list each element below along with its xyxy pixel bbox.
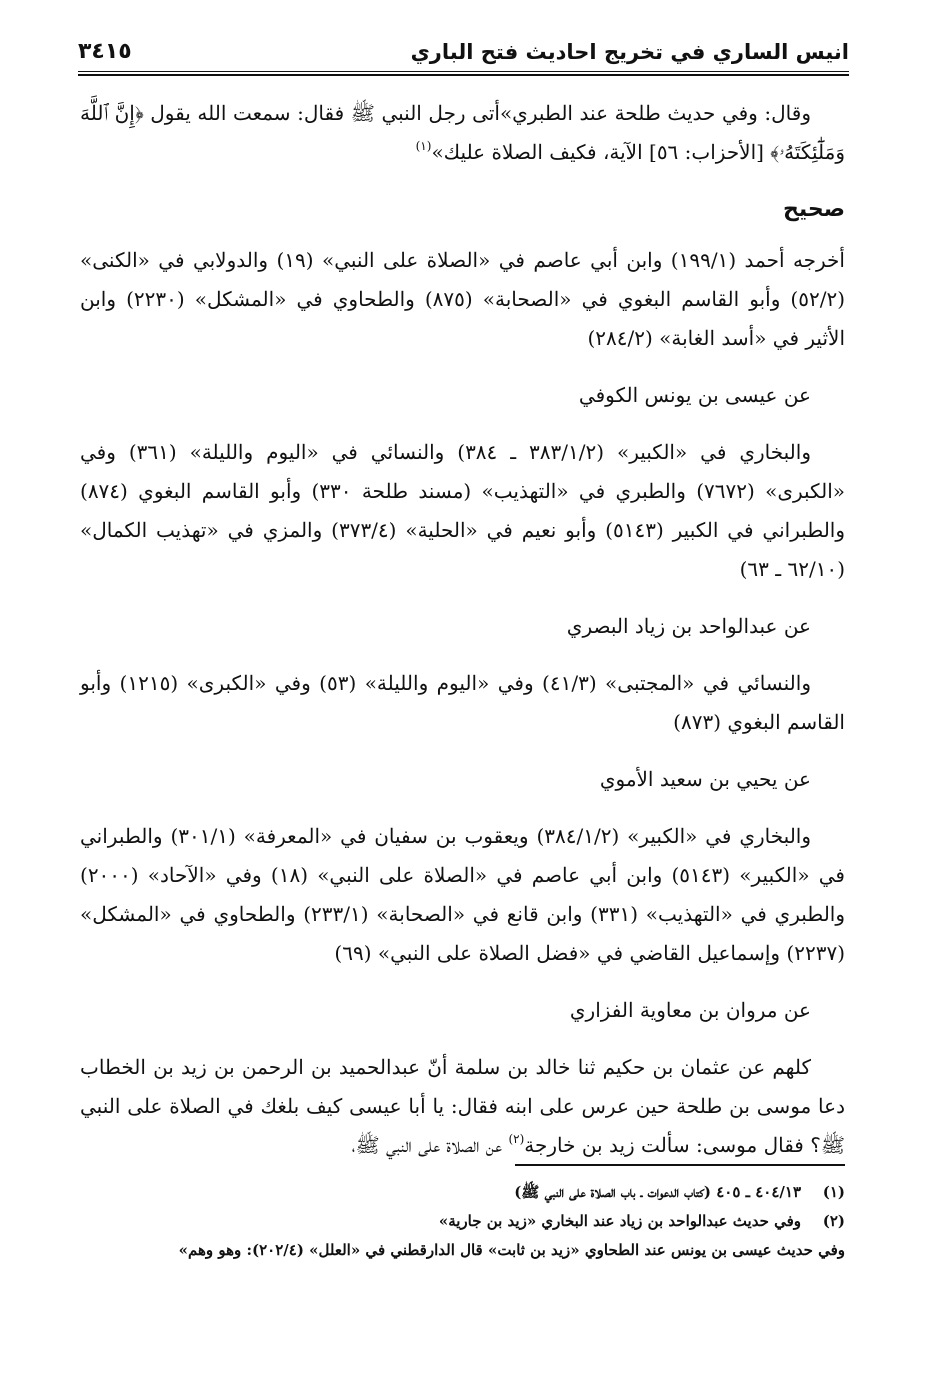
footnote-item	[80, 1207, 845, 1236]
main-text	[80, 94, 845, 1183]
footnote-text: وفي حديث عبدالواحد بن زياد عند البخاري «زيد بن جارية»	[438, 1212, 801, 1230]
header-rule	[78, 74, 849, 76]
footnote-ref-2[interactable]: (٢)	[508, 1132, 525, 1146]
section-paragraph: والبخاري في «الكبير» (٣٨٤/١/٢) ويعقوب بن سفيان في «المعرفة» (٣٠١/١) والطبراني في «الكبير» (٥١٤٣) وابن أبي عاصم في «الصلاة على النبي» (١٨) وفي «الآحاد» (٢٠٠٠) والطبري في «التهذيب» (٣٣١) وابن قانع في «الصحابة» (٢٣٣/١) والطحاوي في «المشكل» (٢٢٣٧) وإسماعيل القاضي في «فضل الصلاة على النبي» (٦٩)	[80, 824, 845, 965]
footnote-text: ٤٠٤/١٣ ـ ٤٠٥ (كتاب الدعوات ـ باب الصلاة على النبي ﷺ)	[514, 1183, 801, 1201]
footnote-number: (٢)	[822, 1212, 845, 1230]
running-header	[78, 30, 849, 76]
final-text-end: عن الصلاة على النبي ﷺ،	[351, 1133, 509, 1157]
footnote-ref-1[interactable]: (١)	[415, 139, 432, 153]
final-paragraph	[80, 1048, 845, 1165]
footnote-item	[80, 1178, 845, 1207]
chain-heading: عن مروان بن معاوية الفزاري	[569, 998, 811, 1022]
page-number: ٣٤١٥	[78, 39, 132, 64]
chain-heading: عن يحيي بن سعيد الأموي	[599, 767, 811, 791]
header-rule-thin	[78, 71, 849, 72]
grade-heading: صحيح	[783, 197, 845, 222]
footnote-number: (١)	[822, 1183, 845, 1201]
footnotes	[80, 1178, 845, 1265]
section-paragraph: والنسائي في «المجتبى» (٤١/٣) وفي «اليوم والليلة» (٥٣) وفي «الكبرى» (١٢١٥) وأبو القاسم البغوي (٨٧٣)	[80, 671, 845, 734]
intro-paragraph	[80, 94, 845, 172]
takhrij-paragraph: أخرجه أحمد (١٩٩/١) وابن أبي عاصم في «الصلاة على النبي» (١٩) والدولابي في «الكنى» (٥٢/٢) وأبو القاسم البغوي في «الصحابة» (٨٧٥) والطحاوي في «المشكل» (٢٢٣٠) وابن الأثير في «أسد الغابة» (٢٨٤/٢)	[80, 248, 846, 350]
intro-text: وقال: وفي حديث طلحة عند الطبري»أتى رجل النبي ﷺ فقال: سمعت الله يقول ﴿إِنَّ ٱللَّهَ وَمَلَٰٓئِكَتَهُۥ﴾ [الأحزاب: ٥٦] الآية، فكيف الصلاة عليك»	[80, 101, 845, 164]
footnote-separator	[515, 1164, 845, 1166]
final-text: كلهم عن عثمان بن حكيم ثنا خالد بن سلمة أنّ عبدالحميد بن الرحمن بن زيد بن الخطاب دعا موسى بن طلحة حين عرس على ابنه فقال: يا أبا عيسى كيف بلغك في الصلاة على النبي ﷺ؟ فقال موسى: سألت زيد بن خارجة	[80, 1055, 845, 1157]
section-paragraph: والبخاري في «الكبير» (٣٨٣/١/٢ ـ ٣٨٤) والنسائي في «اليوم والليلة» (٣٦١) وفي «الكبرى» (٧٦٧٢) والطبري في «التهذيب» (مسند طلحة ٣٣٠) وأبو القاسم البغوي (٨٧٤) والطبراني في الكبير (٥١٤٣) وأبو نعيم في «الحلية» (٣٧٣/٤) والمزي في «تهذيب الكمال» (٦٢/١٠ ـ ٦٣)	[80, 440, 845, 581]
footnote-continuation: وفي حديث عيسى بن يونس عند الطحاوي «زيد بن ثابت» قال الدارقطني في «العلل» (٢٠٢/٤): وهو وهم»	[178, 1241, 845, 1259]
chain-heading: عن عبدالواحد بن زياد البصري	[566, 614, 811, 638]
chain-heading: عن عيسى بن يونس الكوفي	[578, 383, 811, 407]
header-title: انيس الساري في تخريج احاديث فتح الباري	[410, 40, 849, 64]
